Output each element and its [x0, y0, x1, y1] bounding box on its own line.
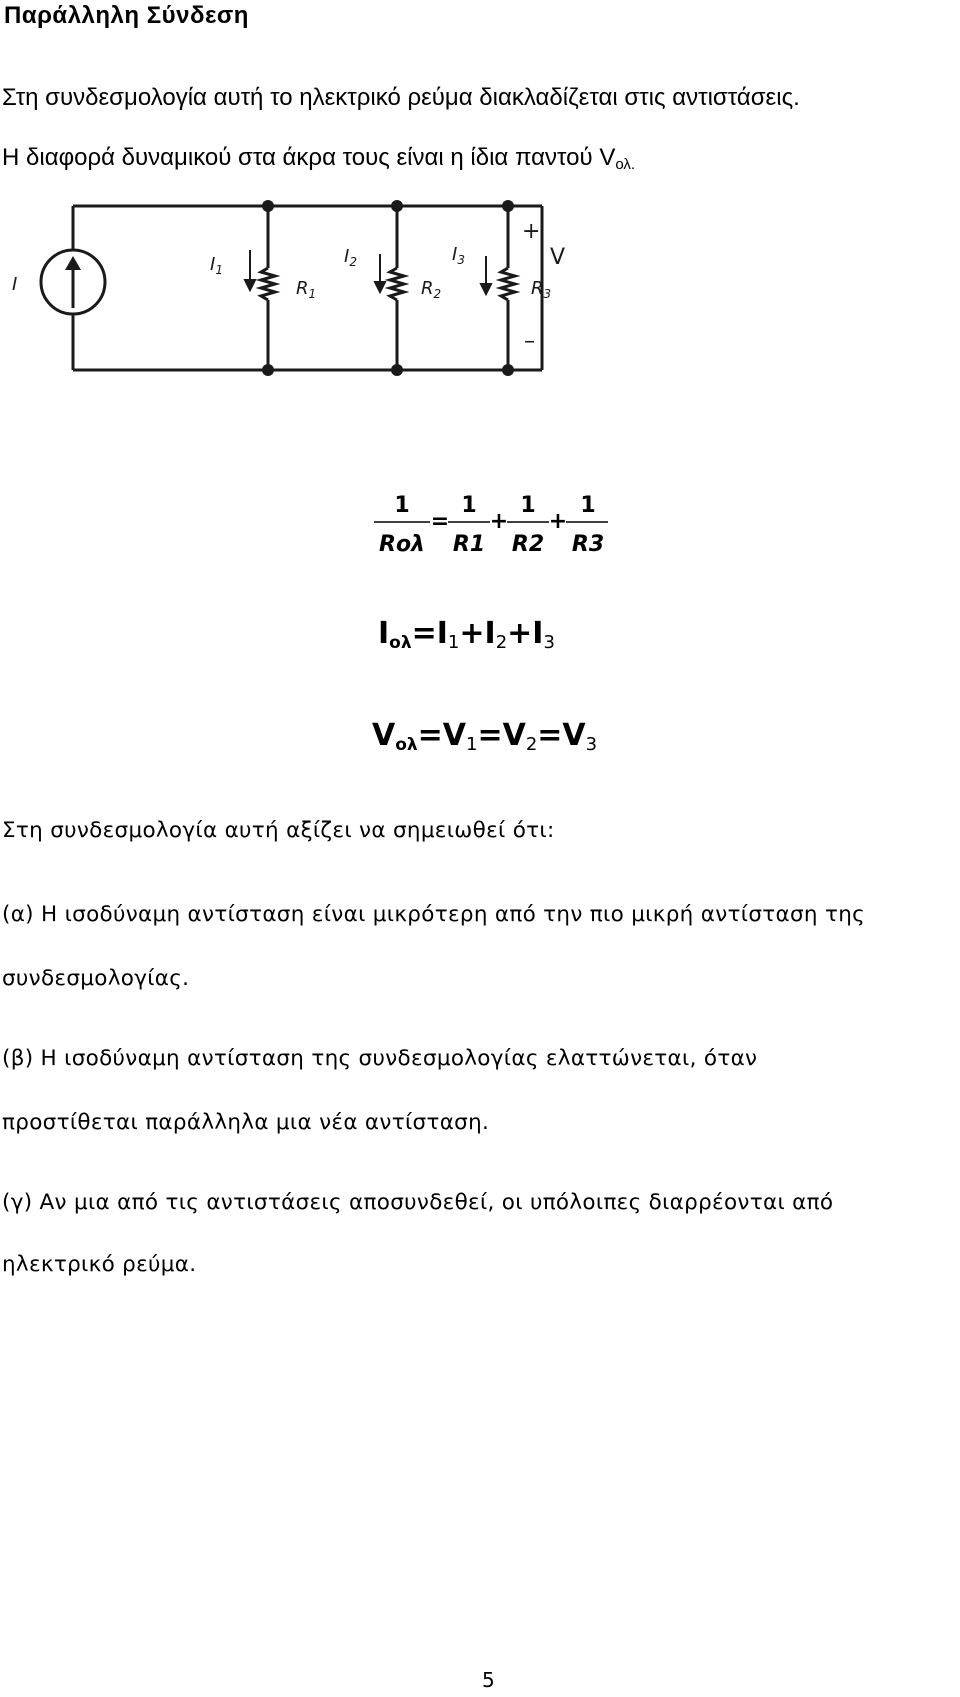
note-c-line-1: (γ) Αν μια από τις αντιστάσεις αποσυνδεθεί, οι υπόλοιπες διαρρέονται από — [2, 1190, 834, 1215]
plus-sign: + — [522, 219, 541, 244]
source-label: I — [12, 274, 18, 295]
intro-line-1: Στη συνδεσμολογία αυτή το ηλεκτρικό ρεύμα διακλαδίζεται στις αντιστάσεις. — [2, 84, 800, 111]
parallel-circuit-diagram — [12, 198, 620, 418]
frac-plus-2: + — [548, 509, 568, 534]
intro-line-2-text: Η διαφορά δυναμικού στα άκρα τους είναι η ίδια παντού V — [2, 144, 616, 171]
frac2-den: R2 — [511, 532, 545, 557]
page-title: Παράλληλη Σύνδεση — [4, 2, 249, 29]
frac2-num: 1 — [520, 493, 536, 518]
current-label-3: $I_3$ — [452, 244, 465, 267]
resistor-label-3: $R_3$ — [531, 278, 552, 301]
current-source-icon — [41, 250, 105, 314]
note-b-line-2: προστίθεται παράλληλα μια νέα αντίσταση. — [2, 1110, 490, 1135]
resistance-formula — [0, 486, 960, 566]
frac3-num: 1 — [580, 493, 596, 518]
intro-line-2-sub: ολ. — [615, 156, 636, 173]
page-number: 5 — [482, 1668, 495, 1692]
minus-sign: – — [524, 329, 535, 354]
resistor-label-2: $R_2$ — [421, 278, 442, 301]
resistor-label-1: $R_1$ — [296, 278, 317, 301]
notes-intro: Στη συνδεσμολογία αυτή αξίζει να σημειωθεί ότι: — [2, 818, 555, 843]
current-formula: Iολ=I1+I2+I3 — [378, 616, 555, 653]
frac0-den: Rολ — [379, 532, 425, 557]
current-label-1: $I_1$ — [210, 254, 223, 277]
frac0-num: 1 — [394, 493, 410, 518]
voltage-formula: Vολ=V1=V2=V3 — [372, 718, 598, 755]
note-c-line-2: ηλεκτρικό ρεύμα. — [2, 1252, 197, 1277]
note-a-line-1: (α) Η ισοδύναμη αντίσταση είναι μικρότερη από την πιο μικρή αντίσταση της — [2, 902, 866, 927]
frac-plus-1: + — [489, 509, 509, 534]
intro-line-2 — [2, 144, 635, 173]
current-label-2: $I_2$ — [344, 246, 357, 269]
note-a-line-2: συνδεσμολογίας. — [2, 966, 190, 991]
note-b-line-1: (β) Η ισοδύναμη αντίσταση της συνδεσμολογίας ελαττώνεται, όταν — [2, 1046, 758, 1071]
voltage-label: V — [550, 245, 566, 270]
frac-equals: = — [430, 509, 450, 534]
frac1-den: R1 — [452, 532, 486, 557]
frac1-num: 1 — [461, 493, 477, 518]
frac3-den: R3 — [571, 532, 605, 557]
